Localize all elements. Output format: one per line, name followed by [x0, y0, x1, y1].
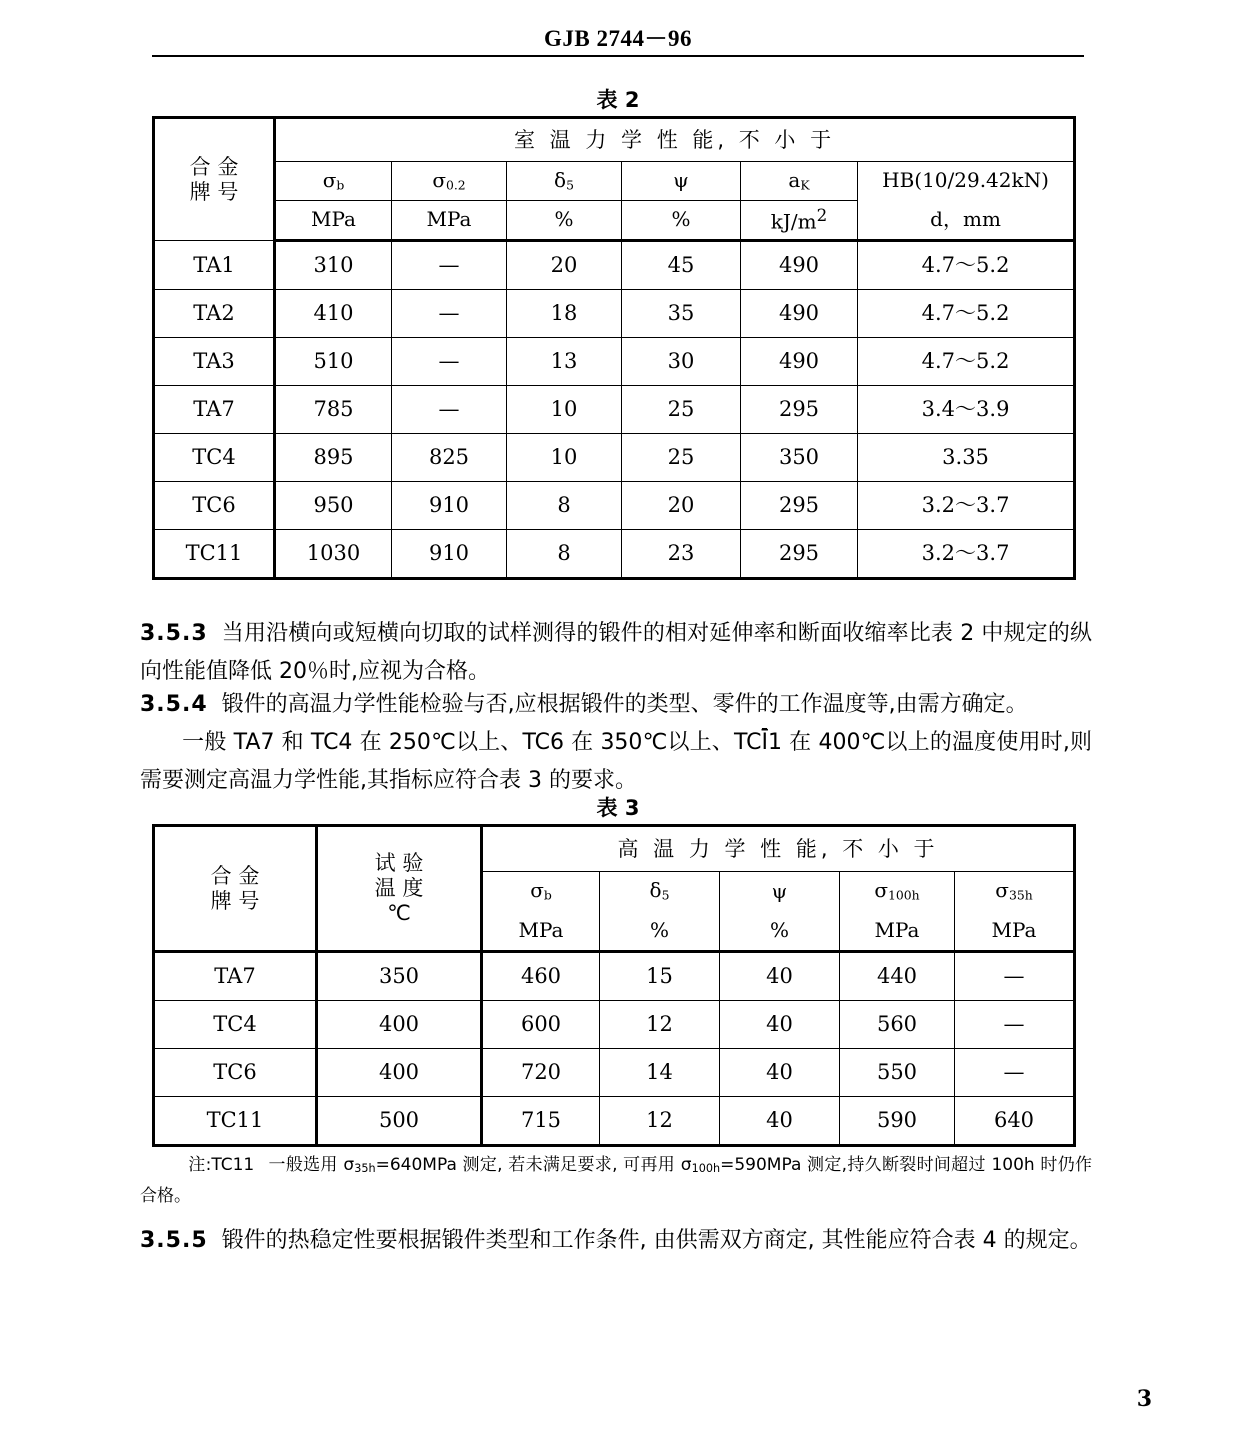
table2-cell-sigma-b: 785: [275, 386, 392, 434]
table-row: [154, 530, 1075, 579]
table2-cell-hardness: 3.4～3.9: [858, 386, 1075, 434]
table2-cell-delta5: 10: [507, 434, 622, 482]
table3-caption: 表 3: [596, 796, 640, 820]
table2-cell-alloy: TA2: [154, 290, 275, 338]
page-number: 3: [1136, 1386, 1152, 1412]
table3-cell-sigma-35h: —: [955, 952, 1075, 1001]
table3-cell-alloy: TA7: [154, 952, 317, 1001]
running-head: GJB 2744－96: [544, 26, 692, 51]
table3-cell-sigma-35h: —: [955, 1001, 1075, 1049]
table3-note: [140, 1150, 1092, 1211]
table2-cell-sigma-02: 910: [392, 482, 507, 530]
table2-col-unit-ak: $kJ/m^2$: [741, 201, 858, 241]
note-sub-1: 35h: [354, 1162, 376, 1176]
table2-col-symbol-hardness: HB(10/29.42kN): [858, 162, 1075, 201]
table2-cell-sigma-02: 825: [392, 434, 507, 482]
table2-row-header-alloy: 合 金 牌 号: [154, 118, 275, 241]
table3-cell-alloy: TC11: [154, 1097, 317, 1146]
table3-cell-sigma-b: 600: [482, 1001, 600, 1049]
table-row: [154, 1097, 1075, 1146]
table2-header-row-1: [154, 118, 1075, 162]
table2-cell-psi: 30: [622, 338, 741, 386]
table2-cell-delta5: 8: [507, 482, 622, 530]
table2-cell-hardness: 4.7～5.2: [858, 338, 1075, 386]
table-row: [154, 482, 1075, 530]
table3-cell-delta5: 12: [600, 1097, 720, 1146]
table3-col-unit-delta5: %: [600, 911, 720, 952]
table-row: [154, 290, 1075, 338]
table3-col-unit-psi: %: [720, 911, 840, 952]
table2-header-row-symbols: [154, 162, 1075, 201]
clause-number: 3.5.3: [140, 621, 208, 646]
table2-cell-sigma-02: —: [392, 290, 507, 338]
clause-text: 当用沿横向或短横向切取的试样测得的锻件的相对延伸率和断面收缩率比表 2 中规定的纵向性能值降低 20％时,应视为合格。: [140, 621, 1092, 684]
table3-col-unit-sigma-100h: MPa: [840, 911, 955, 952]
table-row: [154, 1049, 1075, 1097]
table3-cell-delta5: 15: [600, 952, 720, 1001]
table2-cell-psi: 35: [622, 290, 741, 338]
clause-text: 锻件的热稳定性要根据锻件类型和工作条件, 由供需双方商定, 其性能应符合表 4 的规定。: [221, 1228, 1092, 1253]
clause-3-5-3: [140, 615, 1092, 691]
table2-cell-delta5: 20: [507, 241, 622, 290]
table2-cell-ak: 350: [741, 434, 858, 482]
table2-cell-delta5: 10: [507, 386, 622, 434]
table3-cell-sigma-35h: 640: [955, 1097, 1075, 1146]
table2-header-row-units: [154, 201, 1075, 241]
table2-col-symbol-psi: ψ: [622, 162, 741, 201]
table3-cell-sigma-b: 720: [482, 1049, 600, 1097]
clause-3-5-5: [140, 1222, 1092, 1260]
table2-cell-alloy: TA3: [154, 338, 275, 386]
table-row: [154, 952, 1075, 1001]
clause-text: 锻件的高温力学性能检验与否,应根据锻件的类型、零件的工作温度等,由需方确定。: [221, 692, 1028, 717]
table3-cell-sigma-100h: 440: [840, 952, 955, 1001]
table2-cell-psi: 25: [622, 434, 741, 482]
table2-col-unit-delta5: %: [507, 201, 622, 241]
note-part-1: 一般选用 σ: [268, 1155, 355, 1175]
table3-cell-temp: 400: [317, 1001, 482, 1049]
note-sub-2: 100h: [691, 1162, 721, 1176]
table3-cell-alloy: TC4: [154, 1001, 317, 1049]
table2-cell-sigma-b: 950: [275, 482, 392, 530]
table3-cell-sigma-100h: 560: [840, 1001, 955, 1049]
table2-cell-sigma-b: 895: [275, 434, 392, 482]
table2-caption: 表 2: [596, 88, 640, 112]
table2-col-unit-sigma-b: MPa: [275, 201, 392, 241]
table2-cell-sigma-b: 310: [275, 241, 392, 290]
table2-cell-ak: 490: [741, 290, 858, 338]
table3-cell-sigma-b: 460: [482, 952, 600, 1001]
table2-cell-ak: 295: [741, 482, 858, 530]
table3-cell-psi: 40: [720, 952, 840, 1001]
table3-header-row-1: [154, 826, 1075, 872]
clause-subtext-post: 1 在 400℃以上的温度使用时,则需要测定高温力学性能,其指标应符合表 3 的要求。: [140, 729, 1092, 793]
table2-span-header: 室 温 力 学 性 能, 不 小 于: [275, 118, 1075, 162]
table2-cell-alloy: TC6: [154, 482, 275, 530]
table2-cell-ak: 295: [741, 386, 858, 434]
table2-cell-ak: 490: [741, 241, 858, 290]
table3-cell-sigma-100h: 590: [840, 1097, 955, 1146]
table3-cell-delta5: 12: [600, 1001, 720, 1049]
table3-col-symbol-sigma-100h: $\sigma_{100h}$: [840, 872, 955, 912]
table2-col-symbol-delta5: $\delta_5$: [507, 162, 622, 201]
table2-col-symbol-sigma-02: $\sigma_{0.2}$: [392, 162, 507, 201]
table3-cell-sigma-35h: —: [955, 1049, 1075, 1097]
table2-cell-sigma-02: —: [392, 241, 507, 290]
table-3-high-temperature-properties: [152, 824, 1076, 1147]
table3-cell-sigma-100h: 550: [840, 1049, 955, 1097]
table3-col-symbol-delta5: $\delta_5$: [600, 872, 720, 912]
table2-cell-psi: 25: [622, 386, 741, 434]
table2-cell-alloy: TA1: [154, 241, 275, 290]
table2-cell-ak: 295: [741, 530, 858, 579]
table3-col-unit-sigma-35h: MPa: [955, 911, 1075, 952]
table2-cell-sigma-02: 910: [392, 530, 507, 579]
table3-cell-psi: 40: [720, 1097, 840, 1146]
table-row: [154, 241, 1075, 290]
clause-subtext-pre: 一般 TA7 和 TC4 在 250℃以上、TC6 在 350℃以上、TC: [182, 729, 762, 755]
table2-cell-psi: 45: [622, 241, 741, 290]
table3-cell-temp: 400: [317, 1049, 482, 1097]
table3-span-header: 高 温 力 学 性 能, 不 小 于: [482, 826, 1075, 872]
table2-cell-ak: 490: [741, 338, 858, 386]
table2-cell-alloy: TA7: [154, 386, 275, 434]
table2-cell-sigma-02: —: [392, 386, 507, 434]
table-2-room-temperature-properties: [152, 116, 1076, 580]
table-row: [154, 1001, 1075, 1049]
table2-cell-delta5: 18: [507, 290, 622, 338]
table3-col-symbol-sigma-b: $\sigma_b$: [482, 872, 600, 912]
table3-cell-sigma-b: 715: [482, 1097, 600, 1146]
table2-cell-hardness: 3.35: [858, 434, 1075, 482]
table2-cell-hardness: 4.7～5.2: [858, 290, 1075, 338]
table2-col-unit-hardness: d，mm: [858, 201, 1075, 241]
table3-row-header-test-temperature: 试 验 温 度 ℃: [317, 826, 482, 952]
table2-cell-hardness: 3.2～3.7: [858, 482, 1075, 530]
table2-cell-psi: 20: [622, 482, 741, 530]
table3-col-symbol-psi: ψ: [720, 872, 840, 912]
table3-cell-psi: 40: [720, 1049, 840, 1097]
table2-cell-hardness: 4.7～5.2: [858, 241, 1075, 290]
scan-overbar-artifact: Ī: [761, 729, 768, 755]
note-part-3: =590MPa 测定,持久断裂时间超过 100h 时仍作合格。: [140, 1155, 1092, 1206]
table2-cell-hardness: 3.2～3.7: [858, 530, 1075, 579]
table2-cell-psi: 23: [622, 530, 741, 579]
note-part-2: =640MPa 测定, 若未满足要求, 可再用 σ: [375, 1155, 692, 1175]
clause-number: 3.5.4: [140, 692, 208, 717]
table3-cell-delta5: 14: [600, 1049, 720, 1097]
table3-col-unit-sigma-b: MPa: [482, 911, 600, 952]
table-row: [154, 386, 1075, 434]
table3-cell-psi: 40: [720, 1001, 840, 1049]
note-prefix: 注:TC11: [188, 1155, 255, 1175]
clause-3-5-4: [140, 686, 1092, 799]
table2-cell-sigma-b: 510: [275, 338, 392, 386]
table2-col-symbol-sigma-b: $\sigma_b$: [275, 162, 392, 201]
table-row: [154, 338, 1075, 386]
table3-cell-temp: 500: [317, 1097, 482, 1146]
table2-col-unit-sigma-02: MPa: [392, 201, 507, 241]
table-row: [154, 434, 1075, 482]
table2-cell-alloy: TC11: [154, 530, 275, 579]
table2-col-unit-psi: %: [622, 201, 741, 241]
header-rule: [152, 55, 1084, 57]
table2-cell-sigma-02: —: [392, 338, 507, 386]
table2-cell-sigma-b: 1030: [275, 530, 392, 579]
clause-number: 3.5.5: [140, 1228, 208, 1253]
table2-cell-delta5: 8: [507, 530, 622, 579]
table2-col-symbol-ak: $a_K$: [741, 162, 858, 201]
table3-col-symbol-sigma-35h: $\sigma_{35h}$: [955, 872, 1075, 912]
table2-cell-alloy: TC4: [154, 434, 275, 482]
table3-cell-temp: 350: [317, 952, 482, 1001]
table3-cell-alloy: TC6: [154, 1049, 317, 1097]
table2-cell-sigma-b: 410: [275, 290, 392, 338]
table2-cell-delta5: 13: [507, 338, 622, 386]
table3-row-header-alloy: 合 金 牌 号: [154, 826, 317, 952]
